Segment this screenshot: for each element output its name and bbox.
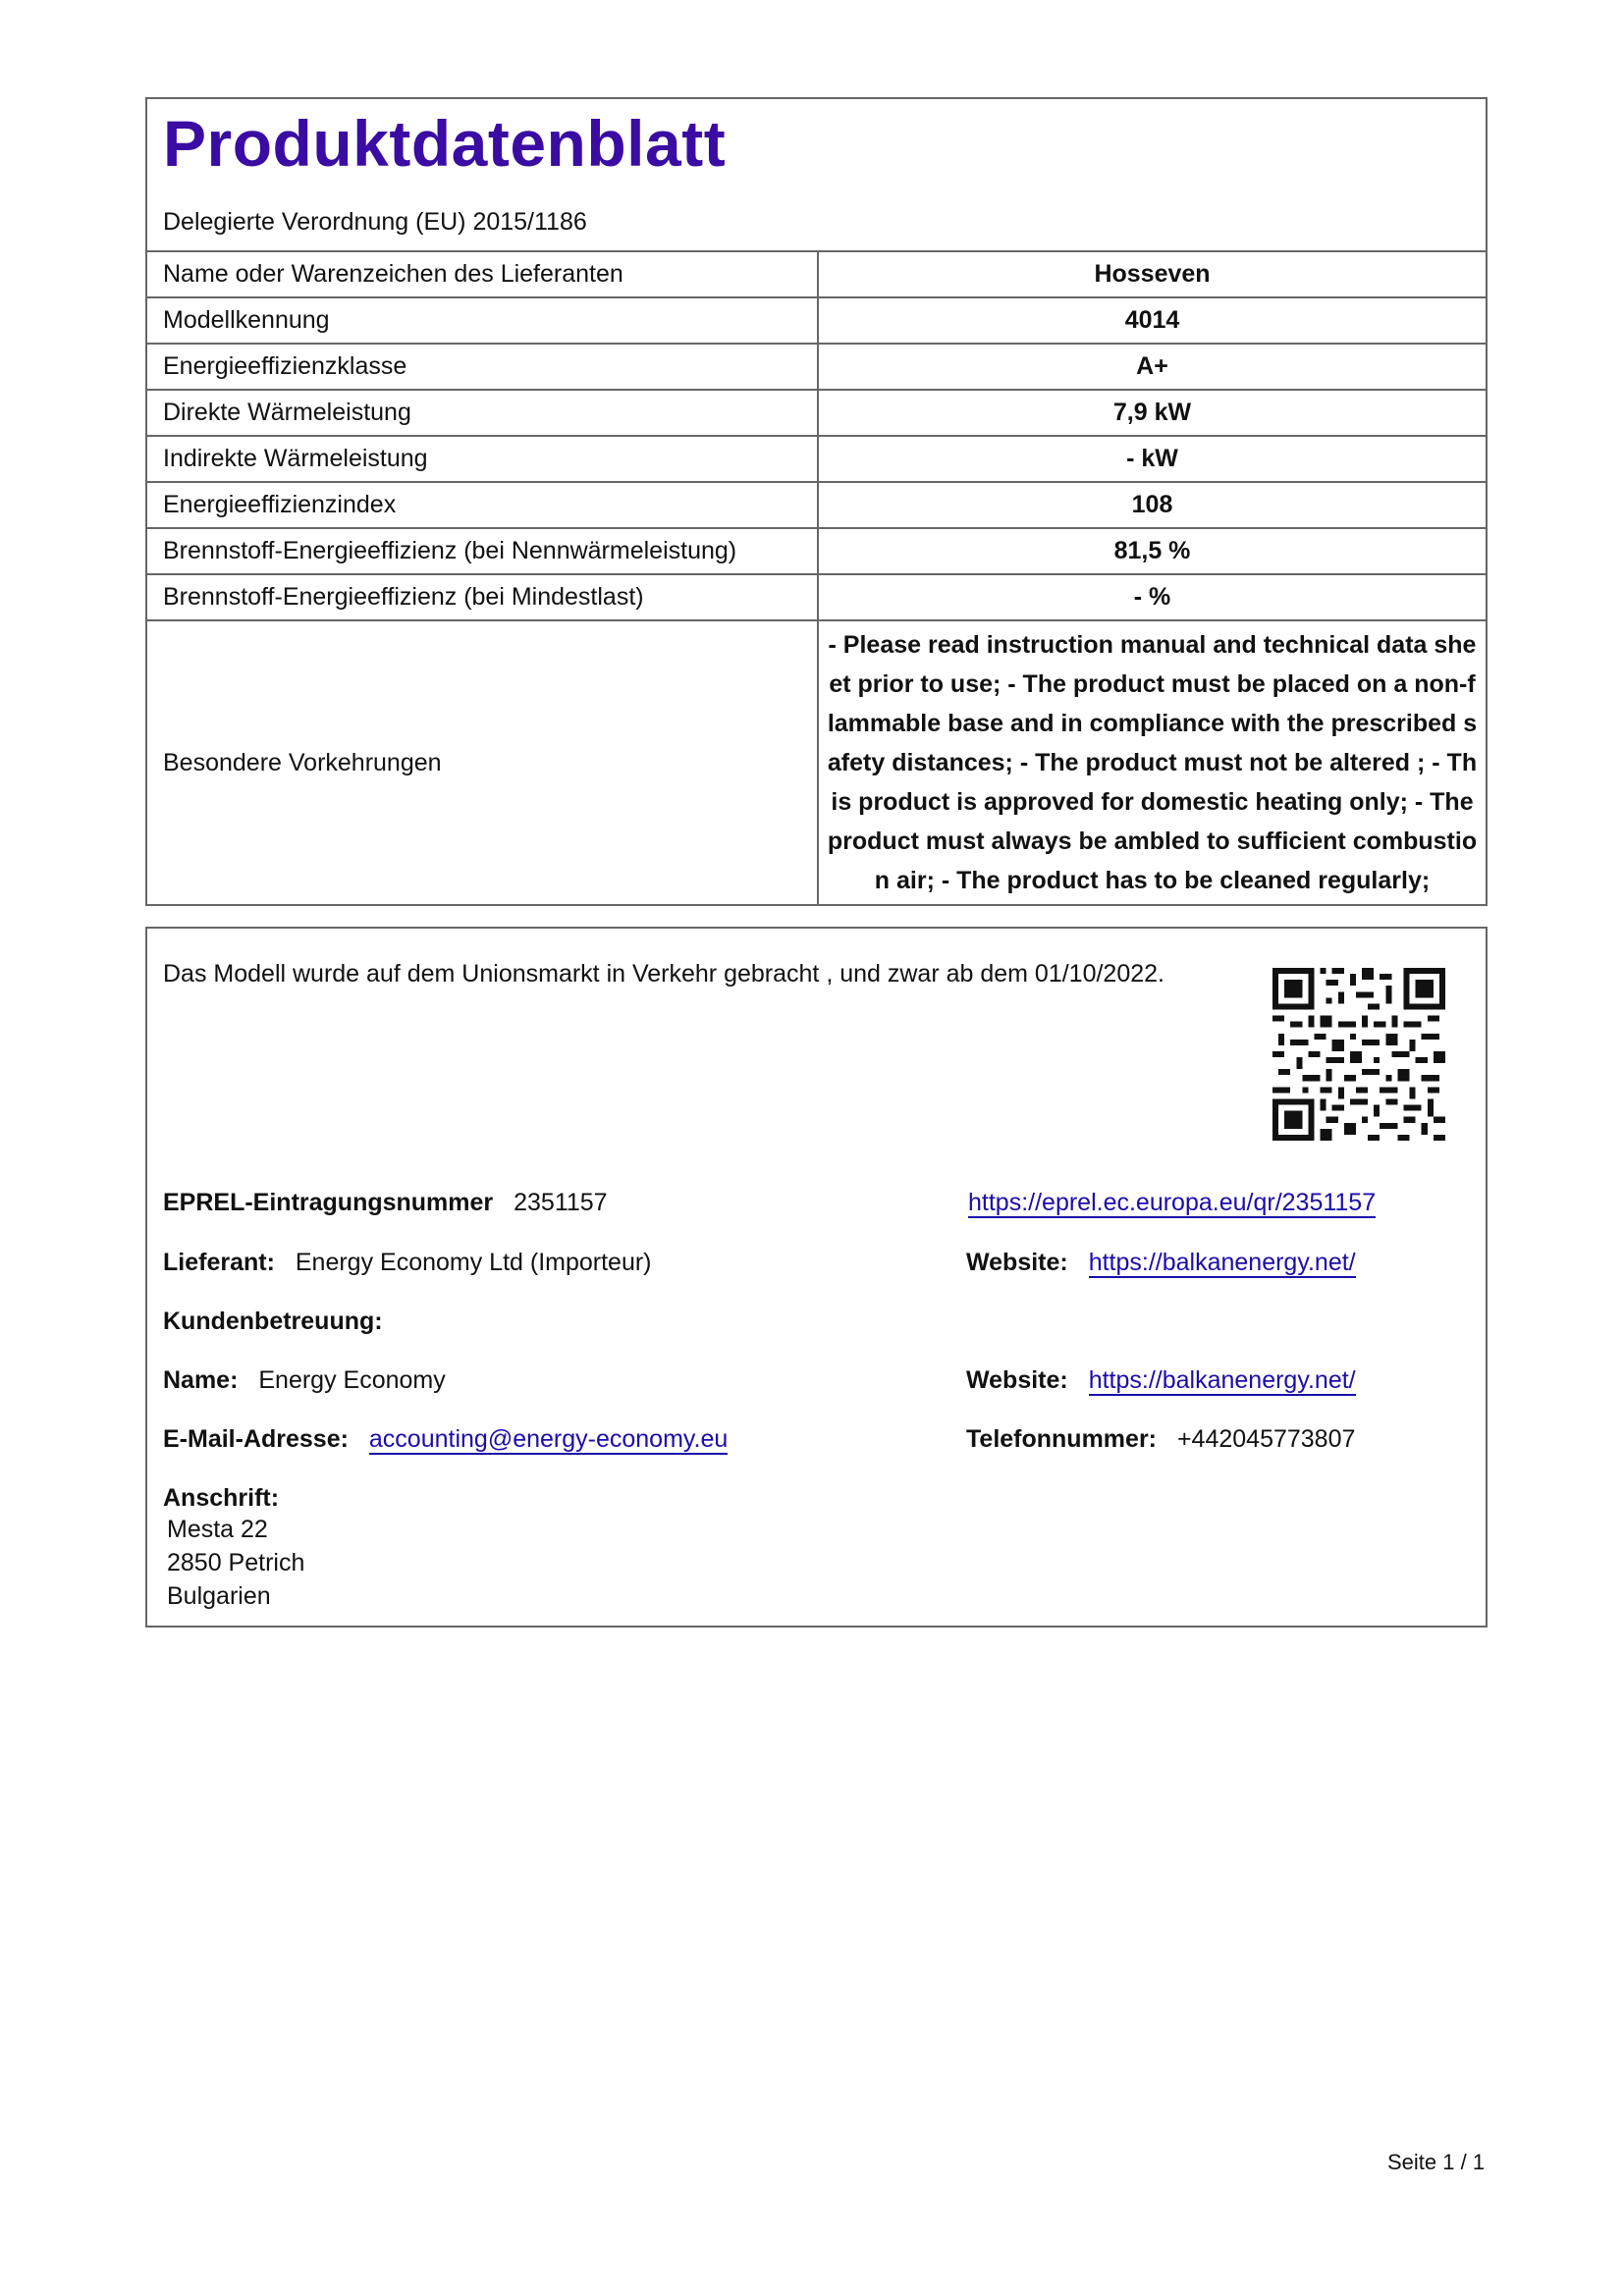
spec-table [147,252,1486,904]
product-data-sheet [145,97,1488,906]
spec-label: Brennstoff-Energieeffizienz (bei Nennwärmeleistung) [147,528,818,574]
table-row [147,528,1486,574]
spec-label: Brennstoff-Energieeffizienz (bei Mindestlast) [147,574,818,620]
email-link[interactable]: accounting@energy-economy.eu [368,1425,729,1453]
phone-row [966,1425,1355,1454]
address-city: 2850 Petrich [167,1549,305,1576]
spec-value: A+ [818,344,1486,390]
phone-label: Telefonnummer: [966,1425,1157,1453]
address-block [163,1484,304,1613]
address-street: Mesta 22 [167,1516,268,1543]
customer-service-label: Kundenbetreuung: [163,1308,383,1335]
title-block [147,99,1486,252]
name-value: Energy Economy [258,1366,446,1394]
address-lines [167,1513,304,1613]
spec-value: Hosseven [1094,260,1211,289]
service-website-row [966,1366,1356,1395]
supplier-website-link[interactable]: https://balkanenergy.net/ [1088,1249,1356,1276]
spec-value: - kW [818,436,1486,482]
page-number: Seite 1 / 1 [1387,2150,1486,2174]
name-label: Name: [163,1366,239,1394]
email-label: E-Mail-Adresse: [163,1425,349,1453]
spec-value: - % [818,574,1486,620]
spec-label: Energieeffizienzklasse [147,344,818,390]
website-label: Website: [966,1366,1068,1394]
eprel-number: 2351157 [514,1189,608,1216]
precautions-label: Besondere Vorkehrungen [147,620,818,904]
spec-label: Name oder Warenzeichen des Lieferanten [147,252,818,297]
table-row [147,574,1486,620]
supplier-website-row [966,1249,1356,1277]
spec-label: Energieeffizienzindex [147,482,818,528]
qr-code-icon [1272,968,1445,1141]
contact-name-row [163,1366,446,1395]
spec-label: Indirekte Wärmeleistung [147,436,818,482]
eprel-row [163,1189,608,1217]
address-label: Anschrift: [163,1484,280,1512]
precautions-text: - Please read instruction manual and technical data sheet prior to use; - The product must be placed on a non-flammable base and in compliance with the prescribed safety distances; - The product must not be altered ; - This product is approved for domestic heating only; - The product must always be ambled to sufficient combustion air; - The product has to be cleaned regularly; [818,620,1486,904]
spec-value: 4014 [818,297,1486,344]
supplier-value: Energy Economy Ltd (Importeur) [295,1249,652,1276]
address-country: Bulgarien [167,1582,271,1610]
phone-value: +442045773807 [1176,1425,1356,1453]
service-website-link[interactable]: https://balkanenergy.net/ [1088,1366,1356,1394]
table-row [147,390,1486,436]
spec-value: 7,9 kW [818,390,1486,436]
spec-value: 108 [818,482,1486,528]
spec-label: Modellkennung [147,297,818,344]
customer-service-heading [163,1308,397,1336]
regulation-subtitle: Delegierte Verordnung (EU) 2015/1186 [163,208,587,237]
table-row [147,482,1486,528]
spec-label: Direkte Wärmeleistung [147,390,818,436]
eprel-link-row [968,1189,1376,1217]
supplier-label: Lieferant: [163,1249,275,1276]
eprel-label: EPREL-Eintragungsnummer [163,1189,494,1216]
website-label: Website: [966,1249,1068,1276]
spec-value: 81,5 % [818,528,1486,574]
table-row [147,252,1486,297]
table-row [147,436,1486,482]
email-row [163,1425,728,1454]
supplier-row [163,1249,652,1277]
table-row [147,297,1486,344]
page-title: Produktdatenblatt [163,107,727,180]
market-date-text: Das Modell wurde auf dem Unionsmarkt in Verkehr gebracht , und zwar ab dem 01/10/2022. [163,960,1164,988]
eprel-link[interactable]: https://eprel.ec.europa.eu/qr/2351157 [968,1189,1377,1216]
supplier-info-box [145,927,1488,1628]
table-row [147,344,1486,390]
table-row [147,620,1486,904]
